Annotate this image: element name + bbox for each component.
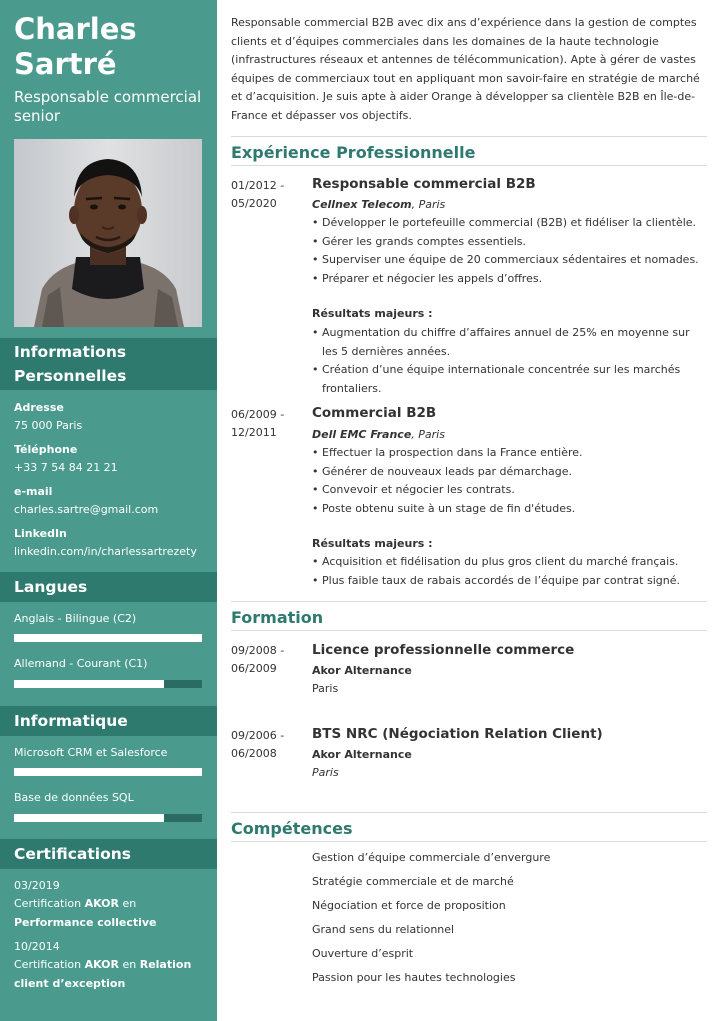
personal-info-heading: Informations Personnelles <box>0 338 217 390</box>
certifications-heading: Certifications <box>0 839 217 869</box>
education-date-end: 06/2008 <box>231 747 277 760</box>
job-company: Cellnex Telecom, Paris <box>312 198 446 211</box>
language-level-bar-english <box>14 634 202 642</box>
list-item: • Acquisition et fidélisation du plus gros client du marché français. <box>312 553 707 572</box>
job-date-start: 06/2009 - <box>231 408 285 421</box>
email-value[interactable]: charles.sartre@gmail.com <box>14 503 159 516</box>
education-school: Akor Alternance <box>312 664 412 677</box>
job-title: Commercial B2B <box>312 405 437 421</box>
education-heading: Formation <box>231 601 707 631</box>
job-date-start: 01/2012 - <box>231 179 285 192</box>
job-tasks-list <box>312 214 707 288</box>
job-title: Responsable commercial B2B <box>312 176 536 192</box>
results-label: Résultats majeurs : <box>312 307 433 320</box>
language-item-german: Allemand - Courant (C1) <box>14 657 148 670</box>
certification-date: 10/2014 <box>14 940 60 953</box>
it-item-crm: Microsoft CRM et Salesforce <box>14 746 168 759</box>
results-label: Résultats majeurs : <box>312 537 433 550</box>
address-value: 75 000 Paris <box>14 419 83 432</box>
education-school: Akor Alternance <box>312 748 412 761</box>
candidate-name: Charles Sartré <box>14 12 137 81</box>
skill-item: Passion pour les hautes technologies <box>312 971 516 984</box>
portrait-illustration <box>14 139 202 327</box>
list-item: • Convevoir et négocier les contrats. <box>312 481 707 500</box>
certification-item: Certification AKOR en Relation client d’exception <box>14 958 192 990</box>
linkedin-value[interactable]: linkedin.com/in/charlessartrezety <box>14 545 197 558</box>
list-item: • Gérer les grands comptes essentiels. <box>312 233 707 252</box>
education-date-end: 06/2009 <box>231 662 277 675</box>
phone-value: +33 7 54 84 21 21 <box>14 461 118 474</box>
linkedin-label: LinkedIn <box>14 527 67 540</box>
email-label: e-mail <box>14 485 53 498</box>
education-city: Paris <box>312 766 339 779</box>
profile-photo <box>14 139 202 327</box>
job-results-list <box>312 553 707 590</box>
skill-item: Négociation et force de proposition <box>312 899 506 912</box>
education-date-start: 09/2006 - <box>231 729 285 742</box>
skill-item: Gestion d’équipe commerciale d’envergure <box>312 851 551 864</box>
profile-summary: Responsable commercial B2B avec dix ans d’expérience dans la gestion de comptes clients et d’équipes commerciales dans les domaines de la haute technologie (infrastructures réseaux et antennes de télécommunication). Apte à gérer de vastes équipes de commerciaux tout en appliquant mon savoir-faire en stratégie de marché et d’acquisition. Je suis apte à aider Orange à développer sa clientèle B2B en Île-de-France et dépasser vos objectifs. <box>231 16 700 122</box>
list-item: • Générer de nouveaux leads par démarchage. <box>312 463 707 482</box>
list-item: • Augmentation du chiffre d’affaires annuel de 25% en moyenne sur les 5 dernières années. <box>312 324 707 361</box>
experience-heading: Expérience Professionnelle <box>231 136 707 166</box>
languages-heading: Langues <box>0 572 217 602</box>
language-level-fill <box>14 634 202 642</box>
phone-label: Téléphone <box>14 443 78 456</box>
sidebar <box>0 0 217 1021</box>
job-company: Dell EMC France, Paris <box>312 428 445 441</box>
skill-item: Grand sens du relationnel <box>312 923 455 936</box>
language-level-bar-german <box>14 680 202 688</box>
job-date-end: 12/2011 <box>231 426 277 439</box>
education-degree: BTS NRC (Négociation Relation Client) <box>312 726 603 742</box>
list-item: • Effectuer la prospection dans la France entière. <box>312 444 707 463</box>
it-level-bar-crm <box>14 768 202 776</box>
language-level-fill <box>14 680 164 688</box>
it-level-bar-sql <box>14 814 202 822</box>
certification-item: Certification AKOR en Performance collective <box>14 897 157 929</box>
language-item-english: Anglais - Bilingue (C2) <box>14 612 137 625</box>
list-item: • Préparer et négocier les appels d’offres. <box>312 270 707 289</box>
it-level-fill <box>14 814 164 822</box>
list-item: • Poste obtenu suite à un stage de fin d'études. <box>312 500 707 519</box>
it-heading: Informatique <box>0 706 217 736</box>
education-degree: Licence professionnelle commerce <box>312 642 575 658</box>
candidate-title: Responsable commercial senior <box>14 88 202 125</box>
list-item: • Développer le portefeuille commercial (B2B) et fidéliser la clientèle. <box>312 214 707 233</box>
skill-item: Stratégie commerciale et de marché <box>312 875 514 888</box>
list-item: • Création d’une équipe internationale concentrée sur les marchés frontaliers. <box>312 361 707 398</box>
job-date-end: 05/2020 <box>231 197 277 210</box>
education-city: Paris <box>312 682 339 695</box>
it-item-sql: Base de données SQL <box>14 791 134 804</box>
skill-item: Ouverture d’esprit <box>312 947 414 960</box>
skills-heading: Compétences <box>231 812 707 842</box>
it-level-fill <box>14 768 202 776</box>
job-tasks-list <box>312 444 707 518</box>
list-item: • Plus faible taux de rabais accordés de l’équipe par contrat signé. <box>312 572 707 591</box>
list-item: • Superviser une équipe de 20 commerciaux sédentaires et nomades. <box>312 251 707 270</box>
education-date-start: 09/2008 - <box>231 644 285 657</box>
certification-date: 03/2019 <box>14 879 60 892</box>
job-results-list <box>312 324 707 398</box>
address-label: Adresse <box>14 401 64 414</box>
